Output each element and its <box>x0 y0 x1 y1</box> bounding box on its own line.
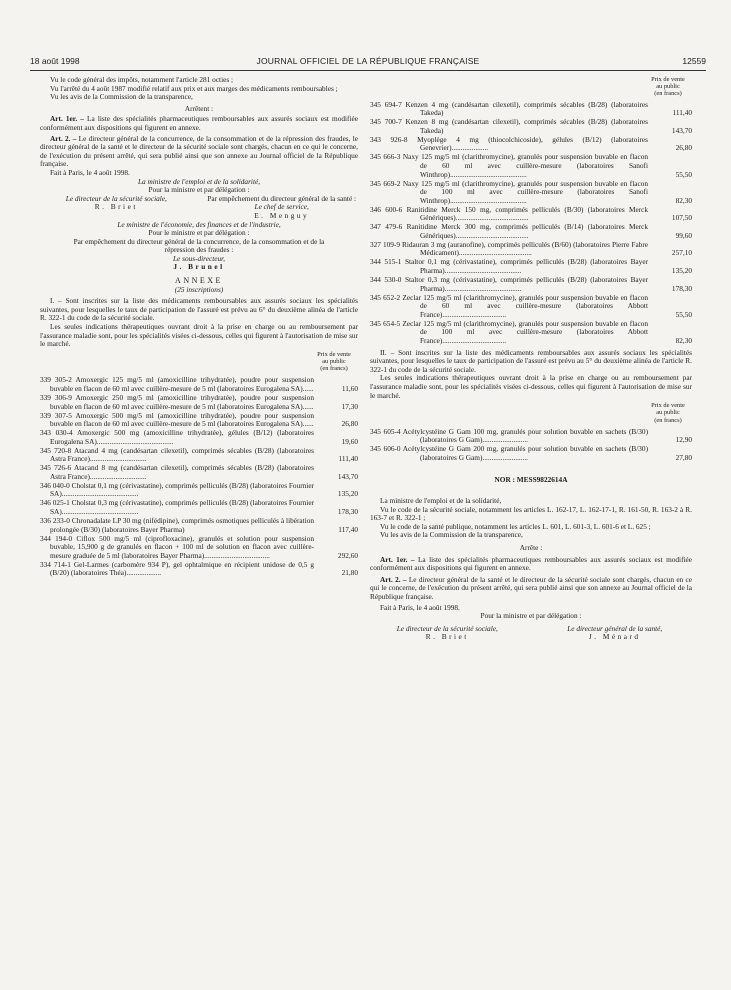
cip-code: 345 666-3 <box>370 152 401 162</box>
medication-description <box>370 258 648 275</box>
medication-text: Ridauran 3 mg (auranofine), comprimés pelliculés (B/60) (laboratoires Pierre Fabre Médicament)........................................ <box>402 239 649 258</box>
medication-description <box>370 101 648 118</box>
visa: Vu le code de la santé publique, notamment les articles L. 601, L. 601-3, L. 601-6 et L. 625 ; <box>380 521 651 531</box>
medication-description <box>40 447 314 464</box>
signature-name: R. Briet <box>425 632 469 642</box>
article-label: Art. 2. – <box>50 133 77 143</box>
cip-code: 344 515-1 <box>370 257 402 267</box>
price: 19,60 <box>341 436 358 446</box>
medication-description <box>40 429 314 446</box>
medication-description <box>370 241 648 258</box>
medication-text: Ranitidine Merck 150 mg, comprimés pelliculés (B/30) (laboratoires Merck Génériques)........................................ <box>406 204 649 223</box>
medication-text: Zeclar 125 mg/5 ml (clarithromycine), granulés pour suspension buvable en flacon de 60 ml avec cuillère-mesure (laboratoires Abbott France)................................... <box>402 292 648 319</box>
article-text: La liste des spécialités pharmaceutiques remboursables aux assurés sociaux est modifiée conformément aux dispositions qui figurent en annexe. <box>370 554 692 573</box>
medication-description <box>40 499 314 516</box>
cip-code: 346 040-0 <box>40 480 70 490</box>
price: 21,80 <box>341 568 358 578</box>
cip-code: 345 605-4 <box>370 426 401 436</box>
price: 27,80 <box>675 452 692 462</box>
signature-block <box>370 625 525 642</box>
visa: Vu le code de la sécurité sociale, notamment les articles L. 162-17, L. 162-17-1, R. 161-50, R. 163-2 à R. 163-7 et R. 322-1 ; <box>370 504 692 523</box>
price: 178,30 <box>337 507 358 517</box>
medication-entry <box>40 535 358 561</box>
price: 111,40 <box>672 108 692 118</box>
price-heading-line: Prix de vente <box>651 76 685 83</box>
price: 55,50 <box>675 309 692 319</box>
medication-description <box>40 517 314 534</box>
medication-text: Amoxergic 500 mg/5 ml (amoxicilline trihydratée), poudre pour suspension buvable en flacon de 60 ml avec cuillère-mesure de 5 ml (laboratoires Eurogalena SA)...... <box>50 410 314 429</box>
section-text: I. – Sont inscrites sur la liste des médicaments remboursables aux assurés sociaux les spécialités suivantes, pour lesquelles le taux de participation de l'assuré est prévu au 6° du deuxième alinéa de l'article R. 322-1 du code de la sécurité sociale. <box>40 296 358 323</box>
arretent: Arrêtent : <box>184 103 214 113</box>
medication-text: Naxy 125 mg/5 ml (clarithromycine), granulés pour suspension buvable en flacon de 60 ml avec cuillère-mesure (laboratoires Sanofi Winthrop).......................................... <box>402 152 648 179</box>
medication-list <box>40 376 358 578</box>
medication-entry <box>370 258 692 275</box>
signature-name: J. Ménard <box>588 632 641 642</box>
price: 257,10 <box>671 248 692 258</box>
medication-text: Cholstat 0,1 mg (cérivastatine), comprimés pelliculés (B/28) (laboratoires Fournier SA).......................................... <box>50 480 314 499</box>
signature-name: J. Brunel <box>173 262 225 272</box>
price: 178,30 <box>671 283 692 293</box>
delegation: Pour la ministre et par délégation : <box>148 185 250 195</box>
fait-a-paris: Fait à Paris, le 4 août 1998. <box>380 602 460 612</box>
medication-entry <box>40 482 358 499</box>
visa: Vu l'arrêté du 4 août 1987 modifié relatif aux prix et aux marges des médicaments remboursables ; <box>50 83 338 93</box>
medication-text: Kenzen 4 mg (candésartan cilexetil), comprimés sécables (B/28) (laboratoires Takeda) <box>405 99 648 118</box>
price-heading-line: (en francs) <box>320 365 348 373</box>
cip-code: 327 109-9 <box>370 239 400 249</box>
medication-entry <box>370 241 692 258</box>
right-column <box>370 76 692 642</box>
signature-block <box>40 195 193 221</box>
cip-code: 343 926-8 <box>370 134 408 144</box>
medication-entry <box>370 118 692 135</box>
header-rule <box>30 70 706 71</box>
header-page-number: 12559 <box>682 56 706 66</box>
medication-text: Naxy 125 mg/5 ml (clarithromycine), granulés pour suspension buvable en flacon de 100 ml avec cuillère-mesure (laboratoires Sanofi Winthrop).......................................... <box>402 178 648 205</box>
ministre-title: Le ministre de l'économie, des finances et de l'industrie, <box>117 219 281 229</box>
medication-description <box>370 223 648 240</box>
price-heading-line: Prix de vente <box>317 350 351 358</box>
nor-reference: NOR : MESS9822614A <box>494 475 568 485</box>
left-column <box>40 76 358 578</box>
price: 82,30 <box>675 335 692 345</box>
cip-code: 345 720-8 <box>40 445 72 455</box>
medication-entry <box>370 136 692 153</box>
cip-code: 345 726-6 <box>40 463 72 473</box>
visa: Vu les avis de la Commission de la transparence, <box>380 530 523 540</box>
ministre-title: La ministre de l'emploi et de la solidarité, <box>137 176 261 186</box>
medication-text: Zeclar 125 mg/5 ml (clarithromycine), granulés pour suspension buvable en flacon de 100 ml avec cuillère-mesure (laboratoires Abbott France)................................... <box>402 318 648 345</box>
medication-entry <box>40 394 358 411</box>
cip-code: 345 606-0 <box>370 444 401 454</box>
medication-text: Atacand 8 mg (candésartan cilexetil), comprimés sécables (B/28) (laboratoires Astra France)............................... <box>50 463 315 481</box>
annexe-title: ANNEXE <box>175 276 223 286</box>
signature-name: E. Menguy <box>254 210 310 220</box>
signature-subtitle: Le chef de service, <box>254 202 309 212</box>
medication-text: Gel-Larmes (carbomère 934 P), gel ophtalmique en récipient unidose de 0,5 g (B/20) (laboratoires Théa)................... <box>50 559 314 578</box>
medication-description <box>40 394 314 411</box>
price: 135,20 <box>337 489 358 499</box>
price: 55,50 <box>675 169 692 179</box>
medication-description <box>40 464 314 481</box>
medication-text: Cholstat 0,3 mg (cérivastatine), comprimés pelliculés (B/28) (laboratoires Fournier SA).......................................... <box>50 498 314 517</box>
price-heading-line: au public <box>656 409 680 417</box>
article-label: Art. 2. – <box>380 574 407 584</box>
medication-text: Atacand 4 mg (candésartan cilexetil), comprimés sécables (B/28) (laboratoires Astra France)............................... <box>50 445 315 464</box>
price-heading-line: au public <box>322 358 346 366</box>
medication-entry <box>370 180 692 206</box>
medication-text: Myoplège 4 mg (thiocolchicoside), gélules (B/12) (laboratoires Genevrier).................... <box>417 134 648 153</box>
medication-text: Amoxergic 500 mg (amoxicilline trihydratée), gélules (B/12) (laboratoires Eurogalena SA).......................................... <box>50 428 315 446</box>
article-1 <box>370 556 692 573</box>
article-text: Le directeur général de la concurrence, de la consommation et de la répression des fraudes, le directeur général de la santé et le directeur de la sécurité sociale sont chargés, chacun en ce qui le concerne, de l'exécution du présent arrêté, qui sera publié ainsi que son annexe au Journal officiel de la République française. <box>40 133 358 169</box>
signature-title: Le directeur de la sécurité sociale, <box>396 623 498 633</box>
medication-entry <box>40 561 358 578</box>
signature-block <box>205 195 358 221</box>
price-heading-line: (en francs) <box>654 90 682 98</box>
medication-text: Acétylcystéine G Gam 100 mg, granulés pour solution buvable en sachets (B/30) (laboratoires G Gam)......................... <box>402 426 648 445</box>
header-date: 18 août 1998 <box>30 56 80 66</box>
medication-text: Ranitidine Merck 300 mg, comprimés pelliculés (B/14) (laboratoires Merck Génériques)........................................ <box>406 222 649 240</box>
price-heading-line: (en francs) <box>654 416 682 424</box>
price: 26,80 <box>341 419 358 429</box>
price-heading-line: au public <box>656 83 680 91</box>
arrete: Arrête : <box>519 543 543 553</box>
medication-description <box>40 535 314 561</box>
medication-description <box>370 445 648 462</box>
article-label: Art. 1er. – <box>380 554 415 564</box>
header-title: JOURNAL OFFICIEL DE LA RÉPUBLIQUE FRANÇAISE <box>256 56 480 66</box>
article-2 <box>370 576 692 602</box>
medication-description <box>370 206 648 223</box>
article-1 <box>40 115 358 132</box>
cip-code: 346 600-6 <box>370 204 403 214</box>
price: 111,40 <box>338 454 358 464</box>
delegation: Pour la ministre et par délégation : <box>480 611 582 621</box>
medication-description <box>370 136 648 153</box>
medication-description <box>370 428 648 445</box>
signature-title: Le directeur général de la santé, <box>567 623 663 633</box>
price: 99,60 <box>675 230 692 240</box>
price: 82,30 <box>675 195 692 205</box>
medication-text: Kenzen 8 mg (candésartan cilexetil), comprimés sécables (B/28) (laboratoires Takeda) <box>405 117 648 135</box>
signatures <box>370 625 692 642</box>
price-heading <box>370 76 692 98</box>
section-note: Les seules indications thérapeutiques ouvrant droit à la prise en charge ou au remboursement par l'assurance maladie sont, pour les spécialités visées ci-dessous, celles qui figurent à l'autorisation de mise sur le marché. <box>40 322 358 349</box>
article-label: Art. 1er. – <box>50 114 84 124</box>
medication-description <box>370 180 648 206</box>
medication-description <box>370 153 648 179</box>
cip-code: 334 714-1 <box>40 559 71 569</box>
medication-entry <box>370 206 692 223</box>
delegation: Pour le ministre et par délégation : <box>148 228 250 238</box>
medication-entry <box>370 101 692 118</box>
signature-title: Le directeur de la sécurité sociale, <box>65 193 167 203</box>
medication-entry <box>40 464 358 481</box>
medication-text: Chronadalate LP 30 mg (nifédipine), comprimés osmotiques pelliculés à libération prolongée (B/30) (laboratoires Bayer Pharma) <box>50 516 315 534</box>
signatures <box>40 195 358 221</box>
cip-code: 344 194-0 <box>40 533 73 543</box>
signature-name: R. Briet <box>94 202 138 212</box>
article-text: La liste des spécialités pharmaceutiques remboursables aux assurés sociaux est modifiée conformément aux dispositions qui figurent en annexe. <box>40 114 358 132</box>
medication-description <box>40 412 314 429</box>
medication-entry <box>370 428 692 445</box>
price-heading-line: Prix de vente <box>651 402 685 410</box>
ministre-title: La ministre de l'emploi et de la solidarité, <box>380 496 502 506</box>
medication-description <box>370 294 648 320</box>
price: 292,60 <box>337 550 358 560</box>
medication-description <box>40 482 314 499</box>
medication-description <box>40 376 314 393</box>
medication-entry <box>40 376 358 393</box>
medication-description <box>370 320 648 346</box>
cip-code: 346 025-1 <box>40 498 70 508</box>
price: 143,70 <box>671 125 692 135</box>
medication-text: Staltor 0,3 mg (cérivastatine), comprimés pelliculés (B/28) (laboratoires Bayer Pharma).......................................... <box>404 275 648 293</box>
price: 117,40 <box>338 524 358 534</box>
cip-code: 343 030-4 <box>40 428 73 438</box>
cip-code: 339 305-2 <box>40 375 72 385</box>
cip-code: 345 700-7 <box>370 117 402 127</box>
annexe-subtitle: (25 inscriptions) <box>174 284 224 294</box>
medication-entry <box>370 445 692 462</box>
medication-description <box>370 118 648 135</box>
medication-entry <box>40 499 358 516</box>
medication-text: Staltor 0,1 mg (cérivastatine), comprimés pelliculés (B/28) (laboratoires Bayer Pharma).......................................... <box>404 257 648 276</box>
medication-description <box>40 561 314 578</box>
medication-entry <box>370 320 692 346</box>
price: 12,90 <box>675 435 692 445</box>
medication-list <box>370 428 692 463</box>
medication-entry <box>40 412 358 429</box>
page-header <box>30 56 706 70</box>
medication-text: Amoxergic 250 mg/5 ml (amoxicilline trihydratée), poudre pour suspension buvable en flacon de 60 ml avec cuillère-mesure de 5 ml (laboratoires Eurogalena SA)...... <box>50 393 314 411</box>
signature-block <box>537 625 692 642</box>
cip-code: 344 530-0 <box>370 275 402 284</box>
price: 26,80 <box>675 143 692 153</box>
medication-text: Ciflox 500 mg/5 ml (ciprofloxacine), granulés et solution pour suspension buvable, 15,900 g de granulés en flacon + 100 ml de solution en flacon avec cuillère-mesure graduée de 5 ml (laboratoires Bayer Pharma).................................... <box>50 533 314 560</box>
cip-code: 339 307-5 <box>40 410 72 420</box>
cip-code: 339 306-9 <box>40 393 72 402</box>
cip-code: 345 652-2 <box>370 292 401 302</box>
cip-code: 336 233-0 <box>40 516 70 526</box>
medication-list <box>370 101 692 346</box>
signature-title: Le sous-directeur, <box>172 253 226 263</box>
medication-entry <box>370 223 692 240</box>
medication-entry <box>370 276 692 293</box>
medication-entry <box>40 429 358 446</box>
visa: Vu le code général des impôts, notamment l'article 281 octies ; <box>50 75 234 84</box>
empechement: Par empêchement du directeur général de la concurrence, de la consommation et de la répression des fraudes : <box>73 236 325 255</box>
price: 143,70 <box>337 471 358 481</box>
price: 135,20 <box>671 266 692 276</box>
visa: Vu les avis de la Commission de la transparence, <box>50 92 193 102</box>
section-note: Les seules indications thérapeutiques ouvrant droit à la prise en charge ou au remboursement par l'assurance maladie sont, pour les spécialités visées ci-dessous, celles qui figurent à l'autorisation de mise sur le marché. <box>370 373 692 400</box>
signature-title: Par empêchement du directeur général de la santé : <box>207 193 357 203</box>
medication-entry <box>40 447 358 464</box>
medication-text: Amoxergic 125 mg/5 ml (amoxicilline trihydratée), poudre pour suspension buvable en flacon de 60 ml avec cuillère-mesure de 5 ml (laboratoires Eurogalena SA)...... <box>50 375 314 394</box>
medication-entry <box>40 517 358 534</box>
medication-entry <box>370 153 692 179</box>
price: 107,50 <box>671 213 692 223</box>
cip-code: 345 669-2 <box>370 178 401 188</box>
fait-a-paris: Fait à Paris, le 4 août 1998. <box>50 167 130 177</box>
article-text: Le directeur général de la santé et le directeur de la sécurité sociale sont chargés, chacun en ce qui le concerne, de l'exécution du présent arrêté, qui sera publié ainsi que son annexe au Journal officiel de la République française. <box>370 574 692 601</box>
medication-description <box>370 276 648 293</box>
article-2 <box>40 135 358 169</box>
medication-entry <box>370 294 692 320</box>
cip-code: 347 479-6 <box>370 222 403 232</box>
cip-code: 345 694-7 <box>370 99 402 109</box>
price-heading <box>370 402 692 424</box>
cip-code: 345 654-5 <box>370 318 401 328</box>
medication-text: Acétylcystéine G Gam 200 mg, granulés pour solution buvable en sachets (B/30) (laboratoires G Gam)......................... <box>402 444 648 462</box>
price: 17,30 <box>341 401 358 411</box>
price: 11,60 <box>341 384 358 394</box>
section-text: II. – Sont inscrites sur la liste des médicaments remboursables aux assurés sociaux les spécialités suivantes, pour lesquelles le taux de participation de l'assuré est prévu au 5° du deuxième alinéa de l'article R. 322-1 du code de la sécurité sociale. <box>370 347 692 374</box>
price-heading <box>40 351 358 373</box>
